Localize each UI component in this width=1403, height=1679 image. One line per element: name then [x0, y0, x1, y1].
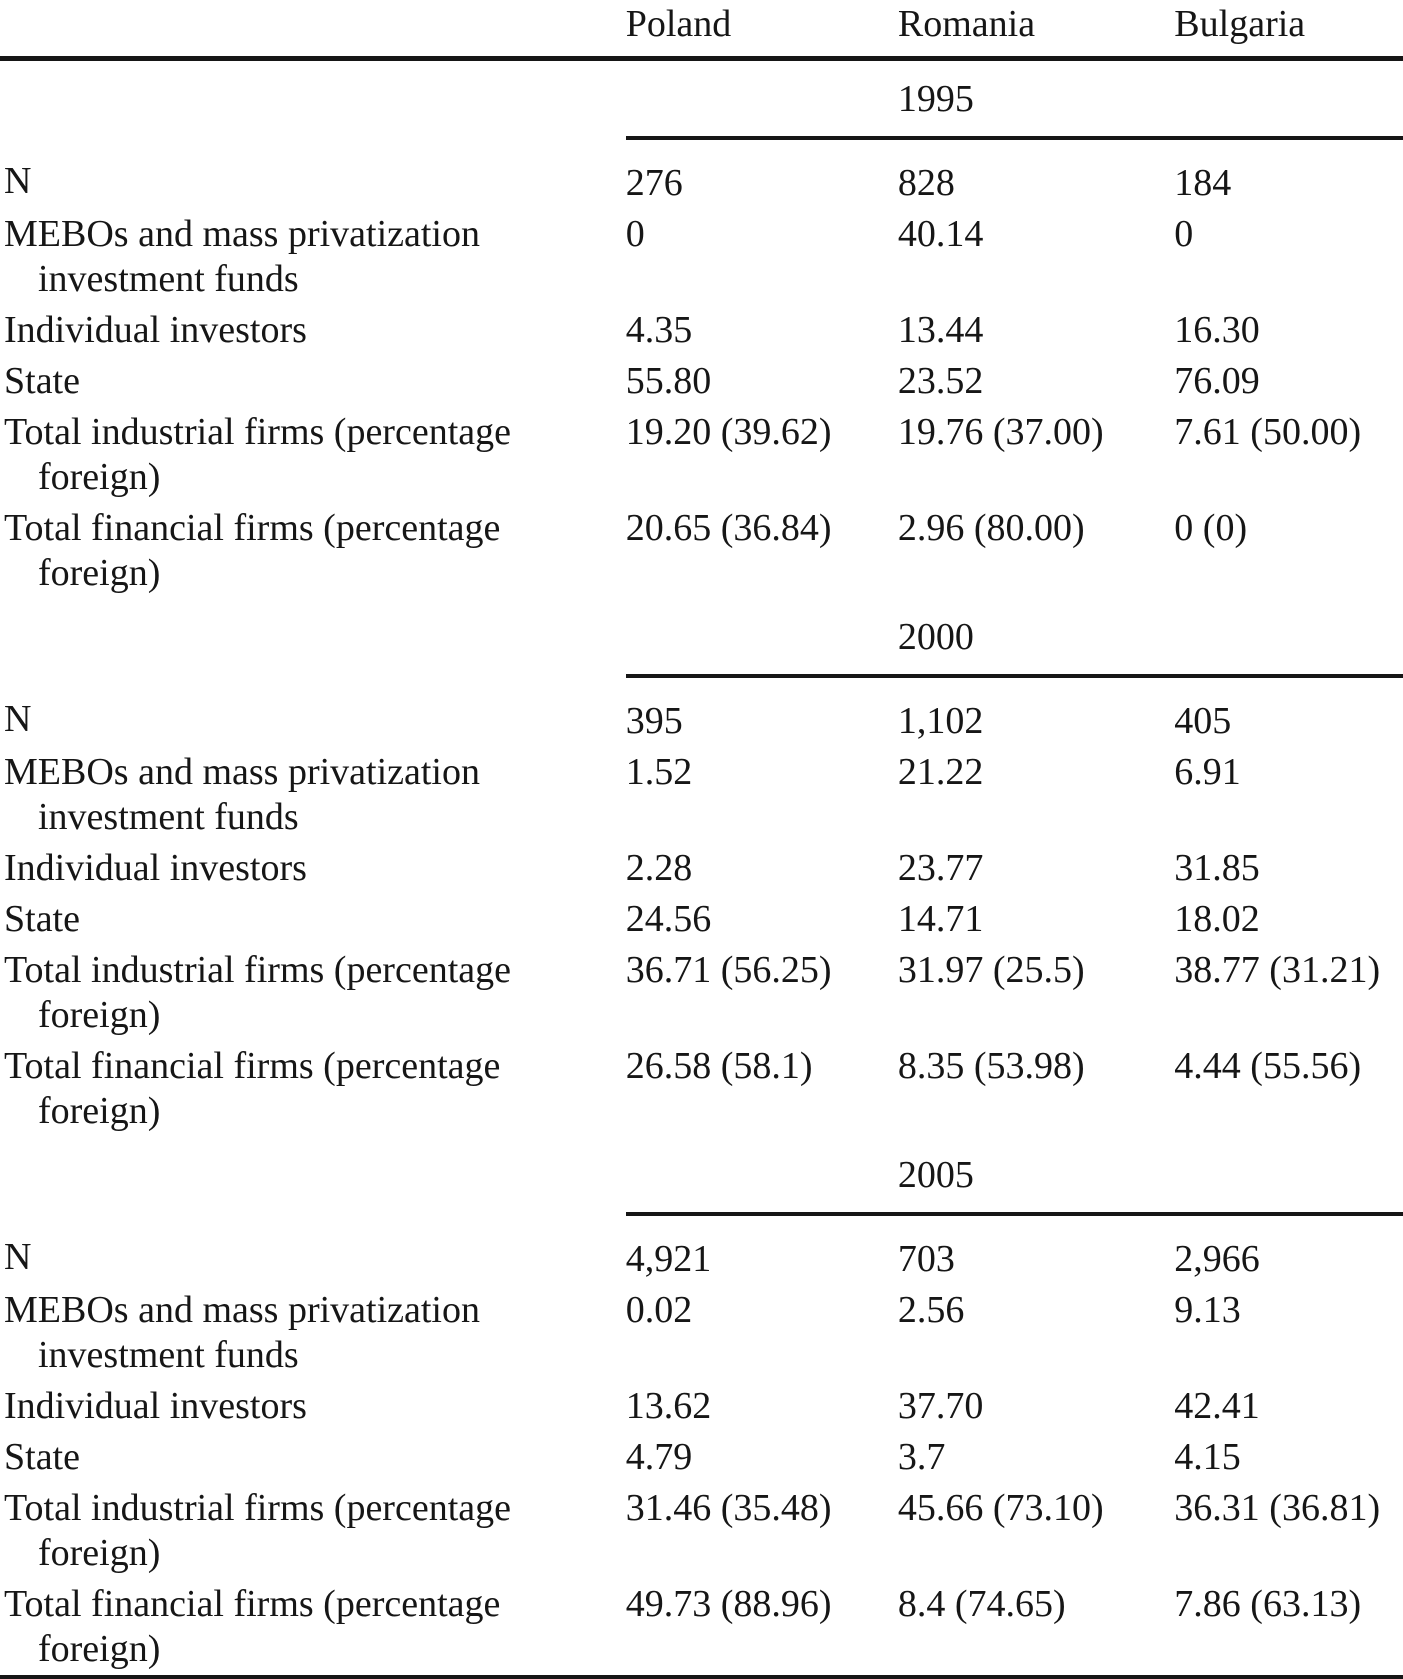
row-label: State [4, 360, 80, 402]
row-label: N [4, 698, 32, 740]
table-row [0, 843, 1403, 894]
value-cell: 4.44 (55.56) [1174, 1045, 1362, 1087]
row-label: Individual investors [4, 847, 307, 889]
value-cell: 4.35 [625, 309, 693, 351]
year-row-2005 [0, 1137, 1403, 1214]
row-label: Total industrial firms (percentage foreign) [4, 949, 511, 1036]
table-row [0, 209, 1403, 305]
row-label: Individual investors [4, 1385, 307, 1427]
table-row [0, 1432, 1403, 1483]
value-cell: 26.58 (58.1) [625, 1045, 813, 1087]
table-row [0, 305, 1403, 356]
value-cell: 13.44 [897, 309, 984, 351]
table-row [0, 1381, 1403, 1432]
value-cell: 8.35 (53.98) [897, 1045, 1085, 1087]
value-cell: 31.85 [1174, 847, 1260, 889]
value-cell: 1,102 [897, 700, 984, 742]
value-cell: 16.30 [1174, 309, 1260, 351]
table-row [0, 503, 1403, 599]
year-row-spacer [0, 59, 626, 139]
table-row [0, 747, 1403, 843]
header-spacer [0, 0, 626, 59]
year-rule-segment [626, 59, 898, 139]
value-cell: 23.52 [897, 360, 984, 402]
row-label: Individual investors [4, 309, 307, 351]
value-cell: 3.7 [897, 1436, 946, 1478]
value-cell: 4.15 [1174, 1436, 1241, 1478]
value-cell: 7.61 (50.00) [1174, 411, 1362, 453]
value-cell: 18.02 [1174, 898, 1260, 940]
value-cell: 38.77 (31.21) [1174, 949, 1381, 991]
row-label: MEBOs and mass privatization investment funds [4, 751, 480, 838]
year-rule-segment [1174, 59, 1403, 139]
value-cell: 0 [1174, 213, 1194, 255]
row-label: Total financial firms (percentage foreign) [4, 507, 501, 594]
row-label: Total industrial firms (percentage foreign) [4, 411, 511, 498]
value-cell: 405 [1174, 700, 1232, 742]
value-cell: 0.02 [625, 1289, 693, 1331]
value-cell: 2,966 [1174, 1238, 1260, 1280]
value-cell: 2.56 [897, 1289, 965, 1331]
value-cell: 8.4 (74.65) [897, 1583, 1066, 1625]
table-row [0, 1214, 1403, 1285]
table-row [0, 1041, 1403, 1137]
value-cell: 76.09 [1174, 360, 1260, 402]
value-cell: 2.28 [625, 847, 693, 889]
year-label: 2005 [898, 1137, 1174, 1214]
column-header-romania: Romania [898, 0, 1174, 59]
value-cell: 36.71 (56.25) [625, 949, 832, 991]
value-cell: 0 (0) [1174, 507, 1248, 549]
value-cell: 7.86 (63.13) [1174, 1583, 1362, 1625]
row-label: N [4, 1236, 32, 1278]
value-cell: 0 [625, 213, 645, 255]
value-cell: 14.71 [897, 898, 984, 940]
year-rule-segment [1174, 599, 1403, 676]
row-label: Total financial firms (percentage foreign) [4, 1045, 501, 1132]
table-row [0, 356, 1403, 407]
value-cell: 42.41 [1174, 1385, 1260, 1427]
table-row [0, 407, 1403, 503]
value-cell: 37.70 [897, 1385, 984, 1427]
value-cell: 276 [625, 162, 683, 204]
table-row [0, 676, 1403, 747]
year-row-2000 [0, 599, 1403, 676]
value-cell: 13.62 [625, 1385, 712, 1427]
value-cell: 4,921 [625, 1238, 712, 1280]
table-row [0, 1579, 1403, 1675]
value-cell: 4.79 [625, 1436, 693, 1478]
value-cell: 31.97 (25.5) [897, 949, 1085, 991]
value-cell: 55.80 [625, 360, 712, 402]
table-row [0, 1483, 1403, 1579]
value-cell: 21.22 [897, 751, 984, 793]
table-row [0, 894, 1403, 945]
year-rule-segment [626, 599, 898, 676]
value-cell: 184 [1174, 162, 1232, 204]
value-cell: 9.13 [1174, 1289, 1241, 1331]
value-cell: 19.76 (37.00) [897, 411, 1104, 453]
value-cell: 19.20 (39.62) [625, 411, 832, 453]
row-label: Total financial firms (percentage foreign) [4, 1583, 501, 1670]
column-header-bulgaria: Bulgaria [1174, 0, 1403, 59]
table-row [0, 1285, 1403, 1381]
value-cell: 703 [897, 1238, 955, 1280]
value-cell: 40.14 [897, 213, 984, 255]
row-label: Total industrial firms (percentage foreign) [4, 1487, 511, 1574]
value-cell: 1.52 [625, 751, 693, 793]
table-bottom-rule [0, 1675, 1403, 1679]
row-label: MEBOs and mass privatization investment funds [4, 1289, 480, 1376]
value-cell: 2.96 (80.00) [897, 507, 1085, 549]
value-cell: 49.73 (88.96) [625, 1583, 832, 1625]
value-cell: 20.65 (36.84) [625, 507, 832, 549]
year-rule-segment [1174, 1137, 1403, 1214]
table-row [0, 945, 1403, 1041]
value-cell: 6.91 [1174, 751, 1241, 793]
year-rule-segment [626, 1137, 898, 1214]
row-label: MEBOs and mass privatization investment funds [4, 213, 480, 300]
year-row-spacer [0, 1137, 626, 1214]
table-row [0, 138, 1403, 209]
row-label: N [4, 160, 32, 202]
year-label: 1995 [898, 59, 1174, 139]
value-cell: 36.31 (36.81) [1174, 1487, 1381, 1529]
value-cell: 395 [625, 700, 683, 742]
year-row-1995 [0, 59, 1403, 139]
value-cell: 23.77 [897, 847, 984, 889]
value-cell: 31.46 (35.48) [625, 1487, 832, 1529]
row-label: State [4, 1436, 80, 1478]
row-label: State [4, 898, 80, 940]
year-row-spacer [0, 599, 626, 676]
value-cell: 828 [897, 162, 955, 204]
year-label: 2000 [898, 599, 1174, 676]
column-header-poland: Poland [626, 0, 898, 59]
value-cell: 24.56 [625, 898, 712, 940]
value-cell: 45.66 (73.10) [897, 1487, 1104, 1529]
country-header-row [0, 0, 1403, 59]
